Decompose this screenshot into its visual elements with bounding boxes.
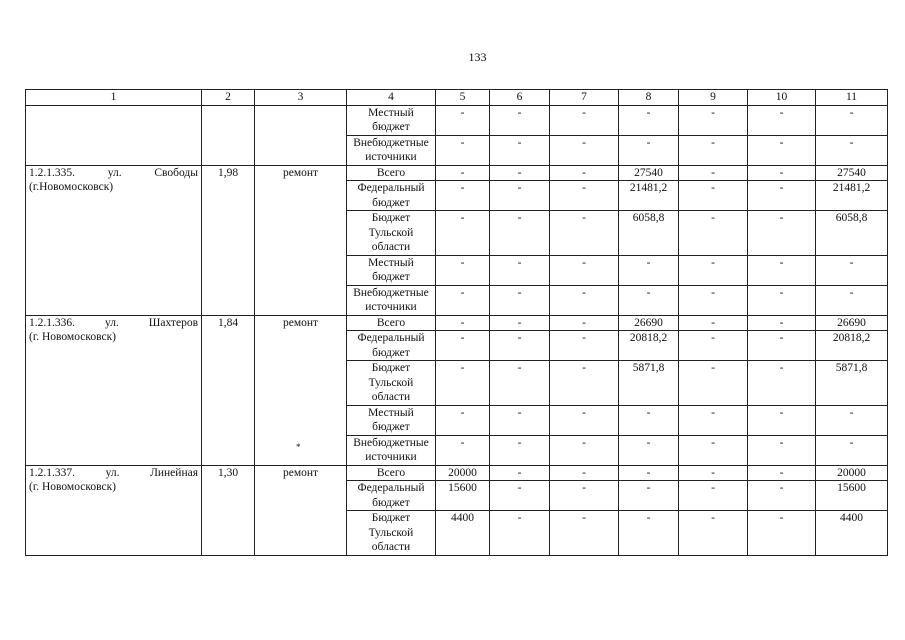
amount-cell: - bbox=[748, 361, 816, 406]
amount-cell: 27540 bbox=[816, 165, 888, 181]
amount-cell: - bbox=[550, 481, 619, 511]
amount-cell: - bbox=[748, 285, 816, 315]
amount-cell: - bbox=[619, 465, 679, 481]
amount-cell: - bbox=[490, 331, 550, 361]
header-row bbox=[26, 90, 888, 106]
amount-cell: - bbox=[490, 435, 550, 465]
amount-cell: - bbox=[436, 105, 490, 135]
amount-cell: - bbox=[490, 361, 550, 406]
funding-source-cell: Федеральный бюджет bbox=[347, 181, 436, 211]
amount-cell: - bbox=[490, 255, 550, 285]
amount-cell: - bbox=[436, 361, 490, 406]
funding-source-cell: Местный бюджет bbox=[347, 105, 436, 135]
amount-cell: - bbox=[490, 481, 550, 511]
funding-source-cell: Федеральный бюджет bbox=[347, 331, 436, 361]
amount-cell: - bbox=[550, 331, 619, 361]
amount-cell: 27540 bbox=[619, 165, 679, 181]
amount-cell: - bbox=[436, 435, 490, 465]
work-type-cell: ремонт bbox=[255, 465, 347, 555]
object-name-cell bbox=[26, 465, 202, 555]
amount-cell: - bbox=[748, 211, 816, 256]
amount-cell: - bbox=[490, 211, 550, 256]
amount-cell: - bbox=[619, 511, 679, 556]
amount-cell: - bbox=[679, 331, 748, 361]
amount-cell: - bbox=[748, 481, 816, 511]
header-cell: 7 bbox=[550, 90, 619, 106]
amount-cell: - bbox=[679, 211, 748, 256]
header-cell: 2 bbox=[202, 90, 255, 106]
funding-source-cell: Бюджет Тульской области bbox=[347, 511, 436, 556]
amount-cell: - bbox=[816, 285, 888, 315]
funding-source-cell: Местный бюджет bbox=[347, 255, 436, 285]
amount-cell: - bbox=[748, 135, 816, 165]
header-cell: 9 bbox=[679, 90, 748, 106]
amount-cell: 26690 bbox=[619, 315, 679, 331]
amount-cell: - bbox=[679, 255, 748, 285]
amount-cell: - bbox=[550, 105, 619, 135]
amount-cell: - bbox=[679, 181, 748, 211]
funding-source-cell: Бюджет Тульской области bbox=[347, 361, 436, 406]
amount-cell: - bbox=[816, 405, 888, 435]
amount-cell: - bbox=[436, 405, 490, 435]
funding-source-cell: Внебюджетные источники bbox=[347, 135, 436, 165]
amount-cell: - bbox=[679, 435, 748, 465]
amount-cell: - bbox=[490, 315, 550, 331]
amount-cell: - bbox=[679, 465, 748, 481]
length-cell: 1,30 bbox=[202, 465, 255, 555]
object-name: 1.2.1.335. ул. Свободы bbox=[29, 166, 198, 179]
object-location: (г. Новомосковск) bbox=[29, 481, 116, 493]
funding-source-cell: Внебюджетные источники bbox=[347, 285, 436, 315]
amount-cell: - bbox=[619, 435, 679, 465]
amount-cell: - bbox=[748, 465, 816, 481]
table-row bbox=[26, 465, 888, 481]
amount-cell: - bbox=[748, 255, 816, 285]
amount-cell: - bbox=[816, 135, 888, 165]
object-name-cell bbox=[26, 165, 202, 315]
header-cell: 11 bbox=[816, 90, 888, 106]
stray-mark: * bbox=[296, 442, 301, 452]
amount-cell: - bbox=[550, 135, 619, 165]
amount-cell: 5871,8 bbox=[619, 361, 679, 406]
amount-cell: - bbox=[490, 511, 550, 556]
amount-cell: - bbox=[619, 255, 679, 285]
header-cell: 8 bbox=[619, 90, 679, 106]
amount-cell: - bbox=[748, 435, 816, 465]
amount-cell: 21481,2 bbox=[619, 181, 679, 211]
amount-cell: - bbox=[748, 315, 816, 331]
amount-cell: - bbox=[490, 465, 550, 481]
header-cell: 4 bbox=[347, 90, 436, 106]
amount-cell: - bbox=[490, 105, 550, 135]
object-name-cell bbox=[26, 315, 202, 465]
length-cell: 1,98 bbox=[202, 165, 255, 315]
amount-cell: - bbox=[748, 405, 816, 435]
header-cell: 5 bbox=[436, 90, 490, 106]
funding-source-cell: Всего bbox=[347, 165, 436, 181]
amount-cell: - bbox=[436, 211, 490, 256]
amount-cell: - bbox=[679, 481, 748, 511]
amount-cell: - bbox=[619, 105, 679, 135]
amount-cell: - bbox=[550, 181, 619, 211]
header-cell: 10 bbox=[748, 90, 816, 106]
amount-cell: - bbox=[550, 255, 619, 285]
amount-cell: - bbox=[679, 105, 748, 135]
amount-cell: - bbox=[748, 331, 816, 361]
amount-cell: 20818,2 bbox=[816, 331, 888, 361]
amount-cell: 4400 bbox=[816, 511, 888, 556]
funding-source-cell: Местный бюджет bbox=[347, 405, 436, 435]
amount-cell: - bbox=[436, 181, 490, 211]
amount-cell: - bbox=[550, 435, 619, 465]
object-name-cell bbox=[26, 105, 202, 165]
length-cell: 1,84 bbox=[202, 315, 255, 465]
amount-cell: 26690 bbox=[816, 315, 888, 331]
amount-cell: 21481,2 bbox=[816, 181, 888, 211]
amount-cell: - bbox=[490, 405, 550, 435]
amount-cell: - bbox=[550, 511, 619, 556]
amount-cell: 4400 bbox=[436, 511, 490, 556]
amount-cell: - bbox=[436, 165, 490, 181]
amount-cell: - bbox=[679, 511, 748, 556]
length-cell bbox=[202, 105, 255, 165]
amount-cell: 20000 bbox=[816, 465, 888, 481]
amount-cell: - bbox=[816, 255, 888, 285]
funding-source-cell: Внебюджетные источники bbox=[347, 435, 436, 465]
amount-cell: - bbox=[436, 331, 490, 361]
work-type-cell: ремонт bbox=[255, 315, 347, 465]
object-name: 1.2.1.337. ул. Линейная bbox=[29, 466, 198, 479]
object-location: (г.Новомосковск) bbox=[29, 181, 114, 193]
amount-cell: - bbox=[679, 285, 748, 315]
amount-cell: 6058,8 bbox=[816, 211, 888, 256]
amount-cell: - bbox=[490, 285, 550, 315]
amount-cell: - bbox=[619, 285, 679, 315]
header-cell: 3 bbox=[255, 90, 347, 106]
amount-cell: - bbox=[490, 135, 550, 165]
amount-cell: - bbox=[550, 211, 619, 256]
amount-cell: - bbox=[816, 105, 888, 135]
amount-cell: - bbox=[619, 135, 679, 165]
amount-cell: 5871,8 bbox=[816, 361, 888, 406]
amount-cell: - bbox=[550, 165, 619, 181]
table-row bbox=[26, 315, 888, 331]
funding-source-cell: Бюджет Тульской области bbox=[347, 211, 436, 256]
amount-cell: - bbox=[550, 405, 619, 435]
amount-cell: - bbox=[679, 165, 748, 181]
amount-cell: - bbox=[748, 105, 816, 135]
amount-cell: - bbox=[490, 181, 550, 211]
amount-cell: - bbox=[436, 255, 490, 285]
funding-source-cell: Всего bbox=[347, 465, 436, 481]
table-row bbox=[26, 165, 888, 181]
amount-cell: 15600 bbox=[816, 481, 888, 511]
funding-table bbox=[25, 89, 888, 556]
header-cell: 1 bbox=[26, 90, 202, 106]
amount-cell: 6058,8 bbox=[619, 211, 679, 256]
amount-cell: - bbox=[748, 165, 816, 181]
header-cell: 6 bbox=[490, 90, 550, 106]
amount-cell: - bbox=[748, 511, 816, 556]
amount-cell: - bbox=[619, 405, 679, 435]
funding-source-cell: Федеральный бюджет bbox=[347, 481, 436, 511]
object-name: 1.2.1.336. ул. Шахтеров bbox=[29, 316, 198, 329]
amount-cell: 20000 bbox=[436, 465, 490, 481]
amount-cell: - bbox=[679, 361, 748, 406]
amount-cell: - bbox=[436, 315, 490, 331]
amount-cell: - bbox=[490, 165, 550, 181]
amount-cell: - bbox=[550, 465, 619, 481]
amount-cell: - bbox=[679, 405, 748, 435]
amount-cell: - bbox=[748, 181, 816, 211]
page-number: 133 bbox=[468, 50, 487, 64]
amount-cell: - bbox=[816, 435, 888, 465]
amount-cell: - bbox=[679, 315, 748, 331]
amount-cell: 15600 bbox=[436, 481, 490, 511]
work-type-cell bbox=[255, 105, 347, 165]
funding-source-cell: Всего bbox=[347, 315, 436, 331]
amount-cell: - bbox=[619, 481, 679, 511]
amount-cell: - bbox=[436, 285, 490, 315]
amount-cell: 20818,2 bbox=[619, 331, 679, 361]
amount-cell: - bbox=[436, 135, 490, 165]
amount-cell: - bbox=[550, 315, 619, 331]
amount-cell: - bbox=[550, 285, 619, 315]
work-type-cell: ремонт bbox=[255, 165, 347, 315]
object-location: (г. Новомосковск) bbox=[29, 331, 116, 343]
table-row bbox=[26, 105, 888, 135]
amount-cell: - bbox=[550, 361, 619, 406]
amount-cell: - bbox=[679, 135, 748, 165]
